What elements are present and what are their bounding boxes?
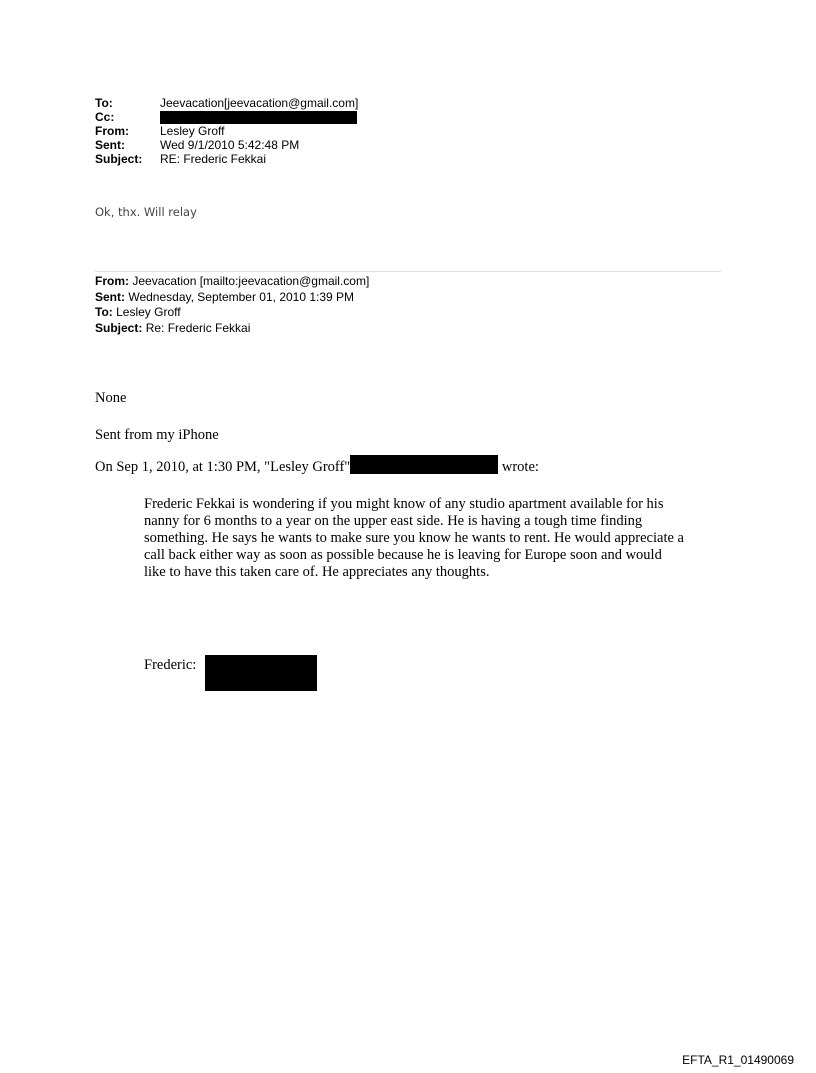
fwd-to-row [95,305,369,321]
fwd-subject-row [95,321,369,337]
fwd-subject-value: Re: Frederic Fekkai [145,320,251,335]
fwd-from-value: Jeevacation [mailto:jeevacation@gmail.com] [132,274,370,288]
quote-intro-prefix: On Sep 1, 2010, at 1:30 PM, "Lesley Groff" [95,459,351,475]
fwd-sent-value: Wednesday, September 01, 2010 1:39 PM [128,289,355,304]
from-row [95,124,358,138]
to-row [95,96,358,110]
sent-row [95,138,358,152]
fwd-from-label: From: [95,274,129,288]
cc-redaction [160,111,357,124]
sent-value: Wed 9/1/2010 5:42:48 PM [160,138,300,152]
fwd-to-value: Lesley Groff [116,305,181,319]
cc-label: Cc: [95,110,115,124]
forwarded-header [95,274,369,336]
to-label: To: [95,96,113,110]
fwd-to-label: To: [95,305,113,319]
fwd-sent-row [95,290,369,306]
from-label: From: [95,124,129,138]
subject-label: Subject: [95,152,143,166]
quote-intro-suffix: wrote: [501,459,539,475]
from-value: Lesley Groff [160,124,225,138]
email-redaction [350,455,498,474]
subject-value: RE: Frederic Fekkai [160,152,267,166]
sent-label: Sent: [95,138,125,152]
divider [95,271,721,272]
signature-label: Frederic: [144,657,197,673]
cc-row [95,110,358,124]
fwd-sent-label: Sent: [95,289,125,304]
quoted-message: Frederic Fekkai is wondering if you might know of any studio apartment available for his nanny for 6 months to a year on the upper east side. He is having a tough time finding something. He says he wants to make sure you know he wants to rent. He would appreciate a call back either way as soon as possible because he is leaving for Europe soon and would like to have this taken care of. He appreciates any thoughts. [144,496,684,580]
document-id: EFTA_R1_01490069 [682,1053,794,1067]
to-value: Jeevacation[jeevacation@gmail.com] [160,96,359,110]
signature-redaction [205,655,317,691]
sent-from-line: Sent from my iPhone [95,427,219,443]
subject-row [95,152,358,166]
reply-body: Ok, thx. Will relay [95,205,197,219]
fwd-subject-label: Subject: [95,320,143,335]
quote-intro [95,455,539,476]
body-none: None [95,390,127,406]
signature [144,655,317,691]
email-header [95,96,358,166]
fwd-from-row [95,274,369,290]
